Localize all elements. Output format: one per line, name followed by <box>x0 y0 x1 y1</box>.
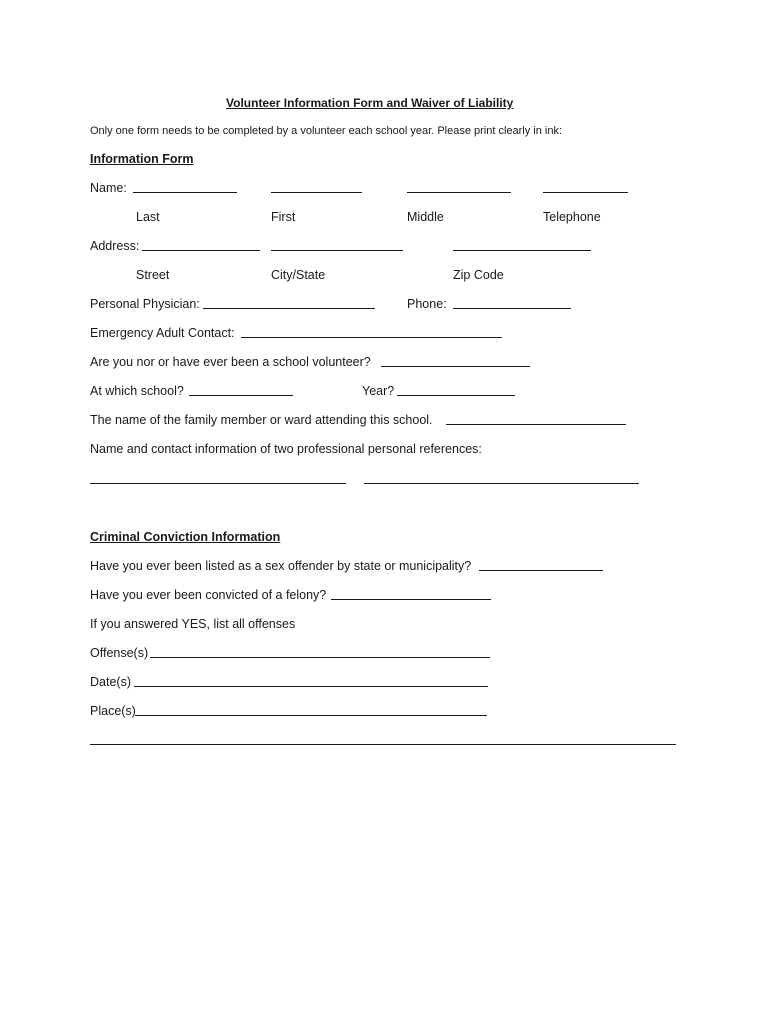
phone-label: Phone: <box>407 297 447 311</box>
physician-phone-field[interactable] <box>453 308 571 309</box>
reference-two-field[interactable] <box>364 483 639 484</box>
last-name-field[interactable] <box>133 192 237 193</box>
offenses-label: Offense(s) <box>90 646 149 660</box>
information-form-heading: Information Form <box>90 152 194 166</box>
zip-code-sublabel: Zip Code <box>453 268 504 282</box>
places-field[interactable] <box>135 715 487 716</box>
which-school-label: At which school? <box>90 384 184 398</box>
references-label: Name and contact information of two professional personal references: <box>90 442 482 456</box>
which-school-field[interactable] <box>189 395 293 396</box>
year-field[interactable] <box>397 395 515 396</box>
emergency-contact-field[interactable] <box>241 337 502 338</box>
zip-code-field[interactable] <box>453 250 591 251</box>
offenses-field[interactable] <box>150 657 490 658</box>
emergency-contact-label: Emergency Adult Contact: <box>90 326 235 340</box>
family-member-field[interactable] <box>446 424 626 425</box>
telephone-field[interactable] <box>543 192 628 193</box>
dates-label: Date(s) <box>90 675 131 689</box>
street-sublabel: Street <box>136 268 170 282</box>
felony-answer-field[interactable] <box>331 599 491 600</box>
if-yes-instruction: If you answered YES, list all offenses <box>90 617 296 631</box>
year-label: Year? <box>362 384 395 398</box>
name-label: Name: <box>90 181 127 195</box>
reference-one-field[interactable] <box>90 483 346 484</box>
first-name-field[interactable] <box>271 192 362 193</box>
physician-field[interactable] <box>203 308 375 309</box>
middle-sublabel: Middle <box>407 210 444 224</box>
last-sublabel: Last <box>136 210 160 224</box>
additional-offenses-line[interactable] <box>90 744 676 745</box>
physician-label: Personal Physician: <box>90 297 200 311</box>
first-sublabel: First <box>271 210 296 224</box>
family-member-label: The name of the family member or ward attending this school. <box>90 413 433 427</box>
form-title: Volunteer Information Form and Waiver of Liability <box>226 96 514 110</box>
address-label: Address: <box>90 239 140 253</box>
volunteer-question: Are you nor or have ever been a school volunteer? <box>90 355 371 369</box>
dates-field[interactable] <box>134 686 488 687</box>
sex-offender-answer-field[interactable] <box>479 570 603 571</box>
form-instructions: Only one form needs to be completed by a volunteer each school year. Please print clearly in ink: <box>90 125 563 137</box>
sex-offender-question: Have you ever been listed as a sex offender by state or municipality? <box>90 559 472 573</box>
places-label: Place(s) <box>90 704 136 718</box>
city-state-sublabel: City/State <box>271 268 326 282</box>
telephone-sublabel: Telephone <box>543 210 601 224</box>
felony-question: Have you ever been convicted of a felony? <box>90 588 327 602</box>
city-state-field[interactable] <box>271 250 403 251</box>
volunteer-answer-field[interactable] <box>381 366 530 367</box>
middle-name-field[interactable] <box>407 192 511 193</box>
criminal-conviction-heading: Criminal Conviction Information <box>90 530 281 544</box>
street-field[interactable] <box>142 250 260 251</box>
